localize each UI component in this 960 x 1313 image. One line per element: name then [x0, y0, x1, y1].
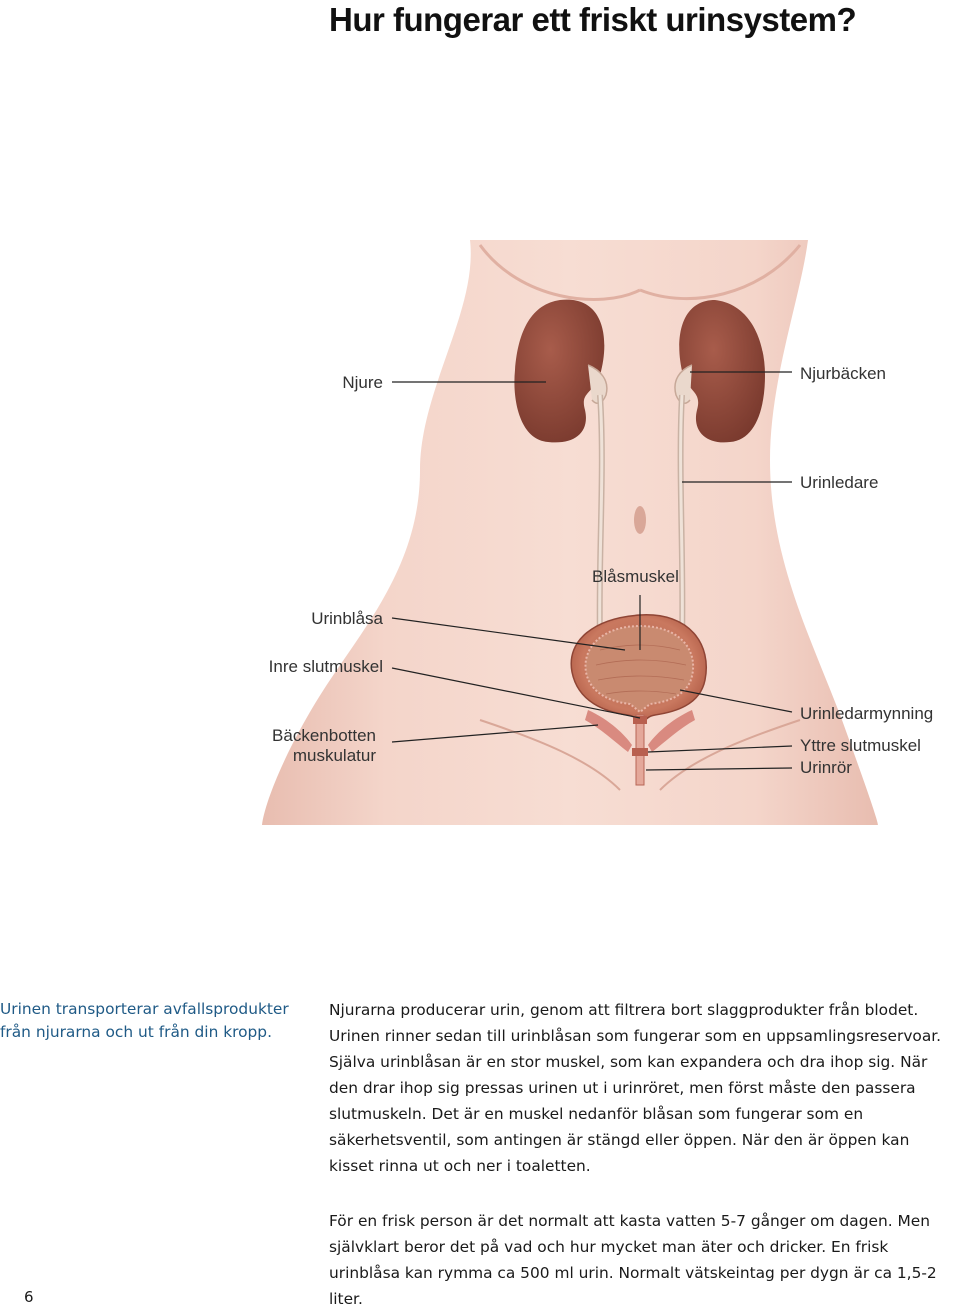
label-yttre-slutmuskel: Yttre slutmuskel — [800, 736, 921, 755]
label-inre-slutmuskel: Inre slutmuskel — [268, 657, 383, 676]
label-urinblasa: Urinblåsa — [311, 609, 383, 628]
label-njurbacken: Njurbäcken — [800, 364, 886, 383]
label-blasmuskel: Blåsmuskel — [592, 567, 679, 586]
figure-caption: Urinen transporterar avfallsprodukter från njurarna och ut från din kropp. — [0, 1000, 289, 1041]
page-title: Hur fungerar ett friskt urinsystem? — [329, 1, 857, 38]
label-backenbotten: Bäckenbotten — [272, 726, 376, 745]
page-number: 6 — [24, 1288, 34, 1306]
label-urinledare: Urinledare — [800, 473, 879, 492]
navel — [634, 506, 646, 534]
label-urinledarmynning: Urinledarmynning — [800, 704, 934, 723]
label-urinror: Urinrör — [800, 758, 852, 777]
external-sphincter — [632, 748, 648, 756]
label-muskulatur: muskulatur — [292, 746, 376, 765]
label-njure: Njure — [342, 373, 383, 392]
right-ureter-inner — [681, 395, 683, 640]
body-paragraph-1: Njurarna producerar urin, genom att filtrera bort slaggprodukter från blodet. Urinen rinner sedan till urinblåsan som fungerar som en uppsamlingsreservoar. Själva urinblåsan är en stor muskel, som kan expandera och dra ihop sig. När den drar ihop sig pressas urinen ut i urinröret, men först måste den passera slutmuskeln. Det är en muskel nedanför blåsan som fungerar som en säkerhetsventil, som antingen är stängd eller öppen. När den är öppen kan kisset rinna ut och ner i toaletten. — [329, 1001, 942, 1175]
body-paragraph-2: För en frisk person är det normalt att kasta vatten 5-7 gånger om dagen. Men självklart beror det på vad och hur mycket man äter och dricker. En frisk urinblåsa kan rymma ca 500 ml urin. Normalt vätskeintag per dygn är ca 1,5-2 liter. — [329, 1212, 937, 1308]
